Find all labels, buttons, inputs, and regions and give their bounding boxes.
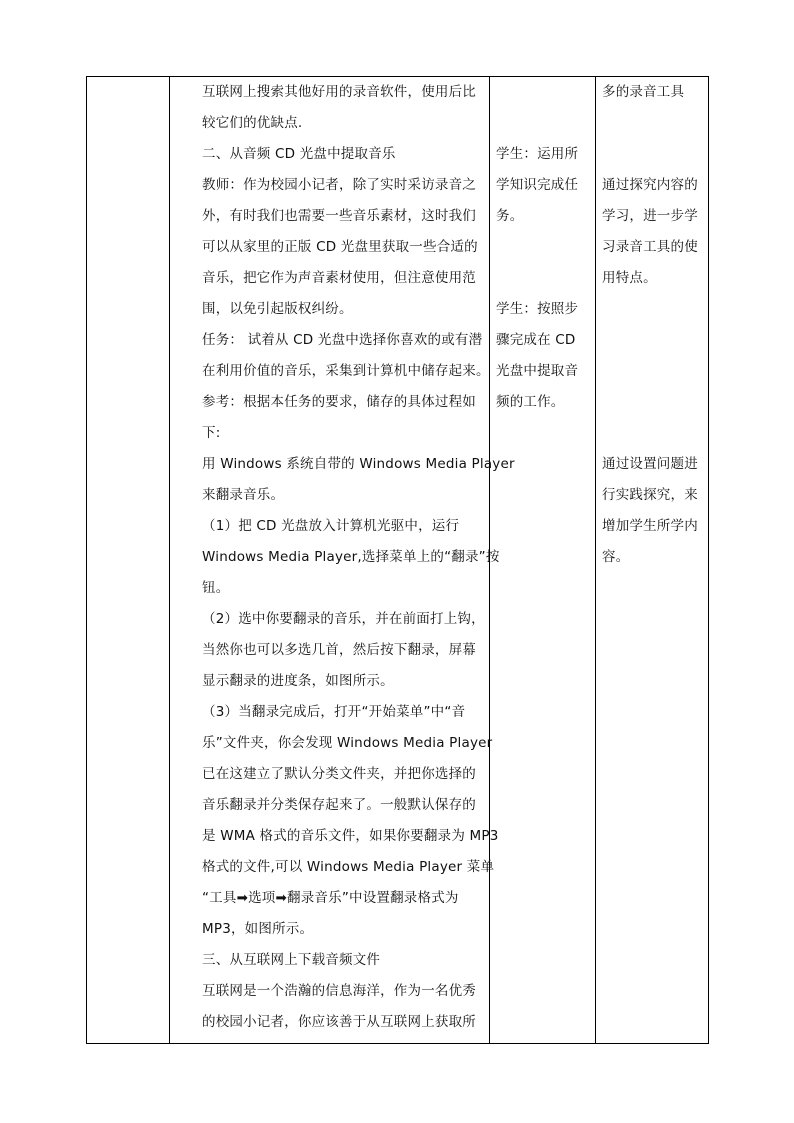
design-intent-text [596,77,708,573]
teaching-content-line: MP3，如图所示。 [202,921,314,937]
teaching-content-line: 互联网是一个浩瀚的信息海洋，作为一名优秀 [202,983,476,999]
teaching-content-line: “工具➡选项➡翻录音乐”中设置翻录格式为 [202,890,459,906]
teaching-content-line: 格式的文件,可以 Windows Media Player 菜单 [202,859,495,875]
teaching-content-line: （2）选中你要翻录的音乐，并在前面打上钩， [202,611,485,627]
design-intent-line: 通过设置问题进 [602,456,698,472]
student-activity-line: 频的工作。 [496,394,565,410]
teaching-content-line: 当然你也可以多选几首，然后按下翻录，屏幕 [202,642,476,658]
student-activity-text [490,77,595,418]
teaching-content-line: 已在这建立了默认分类文件夹，并把你选择的 [202,766,476,782]
teaching-content-line: Windows Media Player,选择菜单上的“翻录”按 [202,549,500,565]
teaching-content-line: 互联网上搜索其他好用的录音软件，使用后比 [202,84,476,100]
teaching-content-line: 在利用价值的音乐，采集到计算机中储存起来。 [202,363,490,379]
teaching-content-cell [170,77,515,1044]
teaching-content-line: （3）当翻录完成后，打开“开始菜单”中“音 [202,704,466,720]
student-activity-line: 学知识完成任 [496,177,579,193]
student-activity-line: 学生：按照步 [496,301,579,317]
teaching-content-line: 围，以免引起版权纠纷。 [202,301,353,317]
design-intent-line: 通过探究内容的 [602,177,698,193]
lesson-plan-table [86,76,709,1044]
table-row [87,77,709,1044]
teaching-content-line: 钮。 [202,580,230,596]
student-activity-line: 骤完成在 CD [496,332,576,348]
teaching-content-line: 外，有时我们也需要一些音乐素材，这时我们 [202,208,476,224]
student-activity-line: 学生：运用所 [496,146,579,162]
teaching-content-line: 下: [202,425,221,441]
student-activity-cell [490,77,596,1044]
teaching-content-line: 三、从互联网上下载音频文件 [202,952,381,968]
teaching-content-line: 教师：作为校园小记者，除了实时采访录音之 [202,177,476,193]
teaching-content-line: 来翻录音乐。 [202,487,285,503]
teaching-content-line: 乐”文件夹，你会发现 Windows Media Player [202,735,493,751]
teaching-content-line: 任务： 试着从 CD 光盘中选择你喜欢的或有潜 [202,332,483,348]
teaching-content-line: 显示翻录的进度条，如图所示。 [202,673,394,689]
design-intent-line: 习录音工具的使 [602,239,698,255]
teaching-content-line: 二、从音频 CD 光盘中提取音乐 [202,146,396,162]
design-intent-line: 容。 [602,549,630,565]
design-intent-line: 学习，进一步学 [602,208,698,224]
teaching-content-line: 音乐，把它作为声音素材使用，但注意使用范 [202,270,476,286]
teaching-content-line: （1）把 CD 光盘放入计算机光驱中，运行 [202,518,460,534]
teaching-content-line: 用 Windows 系统自带的 Windows Media Player [202,456,515,472]
design-intent-line: 行实践探究，来 [602,487,698,503]
design-intent-line: 用特点。 [602,270,657,286]
teaching-content-line: 的校园小记者，你应该善于从互联网上获取所 [202,1014,476,1030]
design-intent-cell [596,77,709,1044]
teaching-content-line: 参考：根据本任务的要求，储存的具体过程如 [202,394,476,410]
teaching-content-line: 可以从家里的正版 CD 光盘里获取一些合适的 [202,239,478,255]
student-activity-line: 光盘中提取音 [496,363,579,379]
teaching-content-line: 是 WMA 格式的音乐文件，如果你要翻录为 MP3 [202,828,499,844]
teaching-content-text [170,77,515,1038]
design-intent-line: 增加学生所学内 [602,518,698,534]
teaching-content-line: 音乐翻录并分类保存起来了。一般默认保存的 [202,797,476,813]
section-column-cell [87,77,170,1044]
teaching-content-line: 较它们的优缺点. [202,115,303,131]
design-intent-line: 多的录音工具 [602,84,685,100]
student-activity-line: 务。 [496,208,524,224]
